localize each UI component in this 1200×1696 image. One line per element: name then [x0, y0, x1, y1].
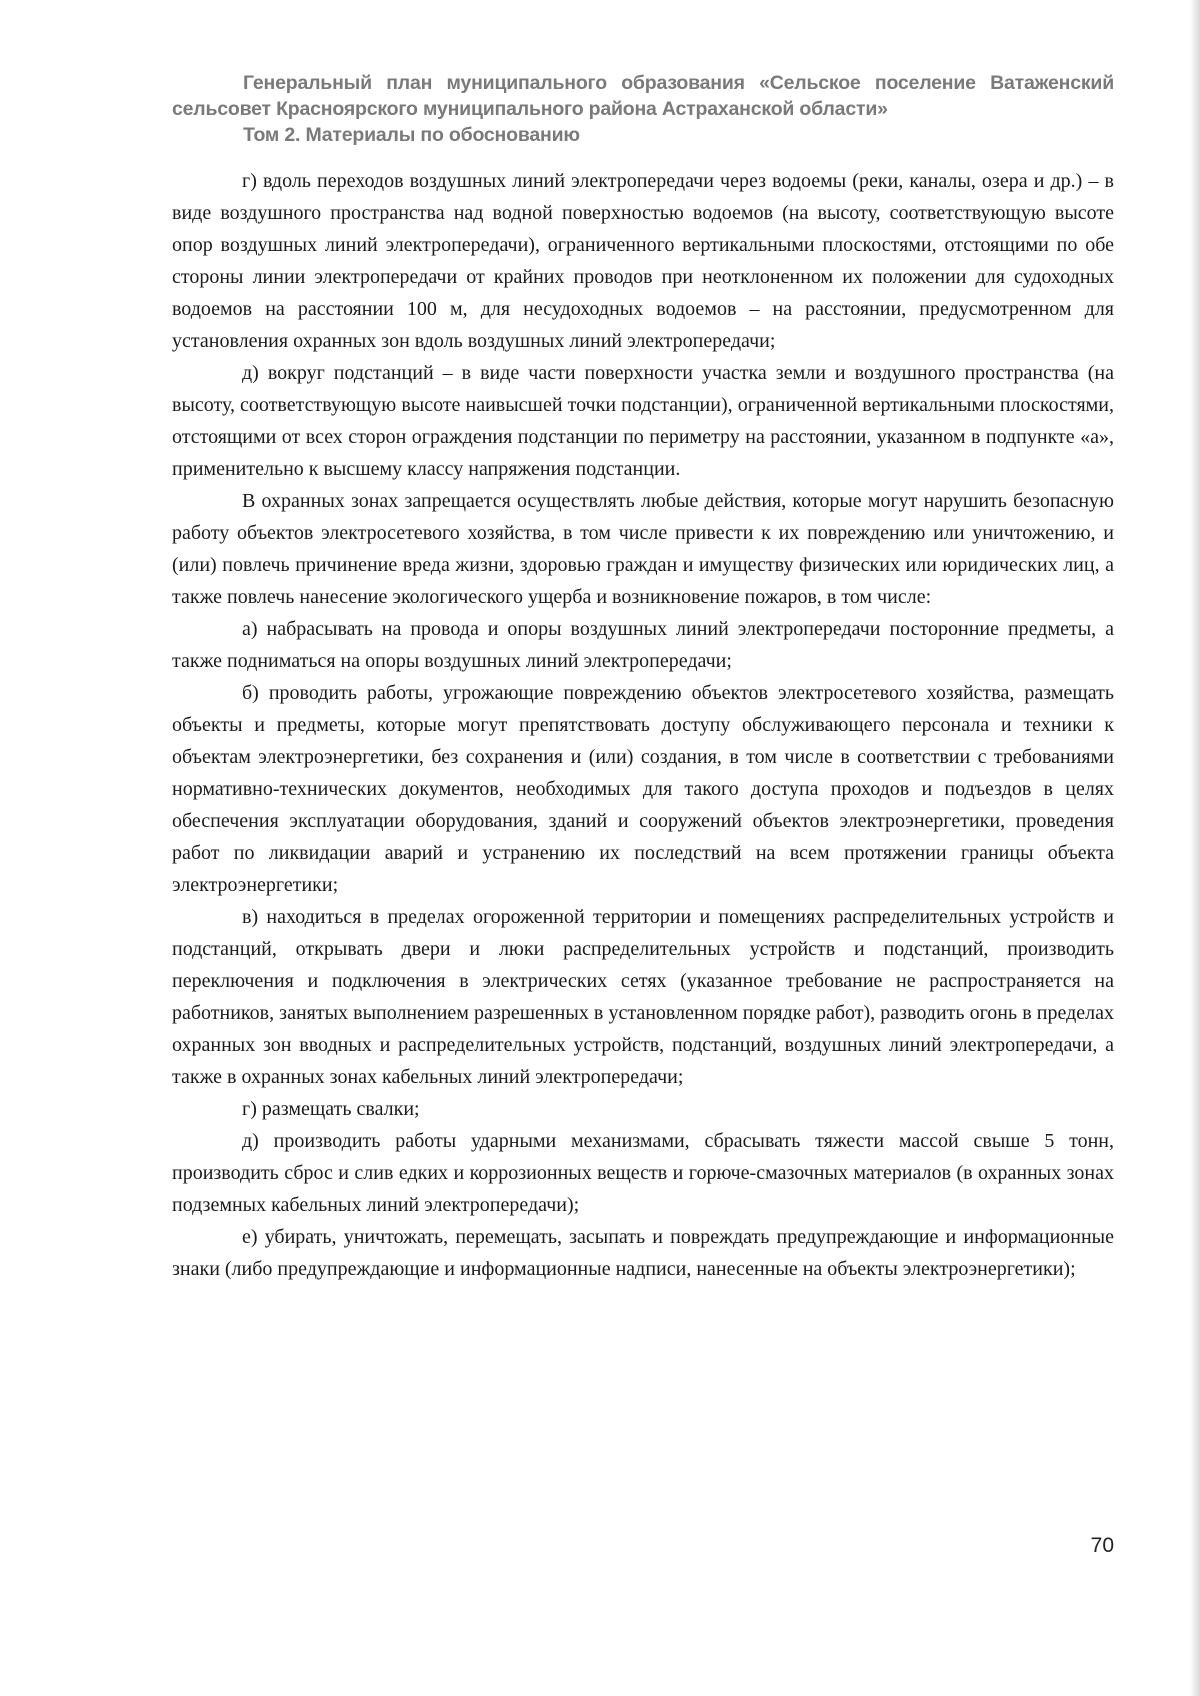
page-number: 70	[1090, 1534, 1114, 1557]
document-body	[172, 165, 1114, 1285]
paragraph: В охранных зонах запрещается осуществлять любые действия, которые могут нарушить безопасную работу объектов электросетевого хозяйства, в том числе привести к их повреждению или уничтожению, и (или) повлечь причинение вреда жизни, здоровью граждан и имуществу физических или юридических лиц, а также повлечь нанесение экологического ущерба и возникновение пожаров, в том числе:	[172, 490, 1114, 608]
header-title-line-1: Генеральный план муниципального образования «Сельское поселение Ватаженский	[243, 72, 1114, 94]
document-header	[172, 70, 1114, 148]
paragraph: е) убирать, уничтожать, перемещать, засыпать и повреждать предупреждающие и информационные знаки (либо предупреждающие и информационные надписи, нанесенные на объекты электроэнергетики);	[172, 1226, 1114, 1280]
page-edge-shadow	[1190, 0, 1200, 1696]
paragraph: д) вокруг подстанций – в виде части поверхности участка земли и воздушного пространства (на высоту, соответствующую высоте наивысшей точки подстанции), ограниченной вертикальными плоскостями, отстоящими от всех сторон ограждения подстанции по периметру на расстоянии, указанном в подпункте «а», применительно к высшему классу напряжения подстанции.	[172, 362, 1114, 480]
header-title-line-2: сельсовет Красноярского муниципального района Астраханской области»	[172, 98, 888, 120]
paragraph: г) вдоль переходов воздушных линий электропередачи через водоемы (реки, каналы, озера и др.) – в виде воздушного пространства над водной поверхностью водоемов (на высоту, соответствующую высоте опор воздушных линий электропередачи), ограниченного вертикальными плоскостями, отстоящими по обе стороны линии электропередачи от крайних проводов при неотклоненном их положении для судоходных водоемов на расстоянии 100 м, для несудоходных водоемов – на расстоянии, предусмотренном для установления охранных зон вдоль воздушных линий электропередачи;	[172, 170, 1114, 352]
paragraph: а) набрасывать на провода и опоры воздушных линий электропередачи посторонние предметы, а также подниматься на опоры воздушных линий электропередачи;	[172, 618, 1114, 672]
paragraph: в) находиться в пределах огороженной территории и помещениях распределительных устройств и подстанций, открывать двери и люки распределительных устройств и подстанций, производить переключения и подключения в электрических сетях (указанное требование не распространяется на работников, занятых выполнением разрешенных в установленном порядке работ), разводить огонь в пределах охранных зон вводных и распределительных устройств, подстанций, воздушных линий электропередачи, а также в охранных зонах кабельных линий электропередачи;	[172, 906, 1114, 1088]
header-volume-line: Том 2. Материалы по обоснованию	[243, 124, 580, 146]
paragraph: б) проводить работы, угрожающие повреждению объектов электросетевого хозяйства, размещать объекты и предметы, которые могут препятствовать доступу обслуживающего персонала и техники к объектам электроэнергетики, без сохранения и (или) создания, в том числе в соответствии с требованиями нормативно-технических документов, необходимых для такого доступа проходов и подъездов в целях обеспечения эксплуатации оборудования, зданий и сооружений объектов электроэнергетики, проведения работ по ликвидации аварий и устранению их последствий на всем протяжении границы объекта электроэнергетики;	[172, 682, 1114, 896]
paragraph: д) производить работы ударными механизмами, сбрасывать тяжести массой свыше 5 тонн, производить сброс и слив едких и коррозионных веществ и горюче-смазочных материалов (в охранных зонах подземных кабельных линий электропередачи);	[172, 1130, 1114, 1216]
paragraph: г) размещать свалки;	[242, 1098, 420, 1120]
